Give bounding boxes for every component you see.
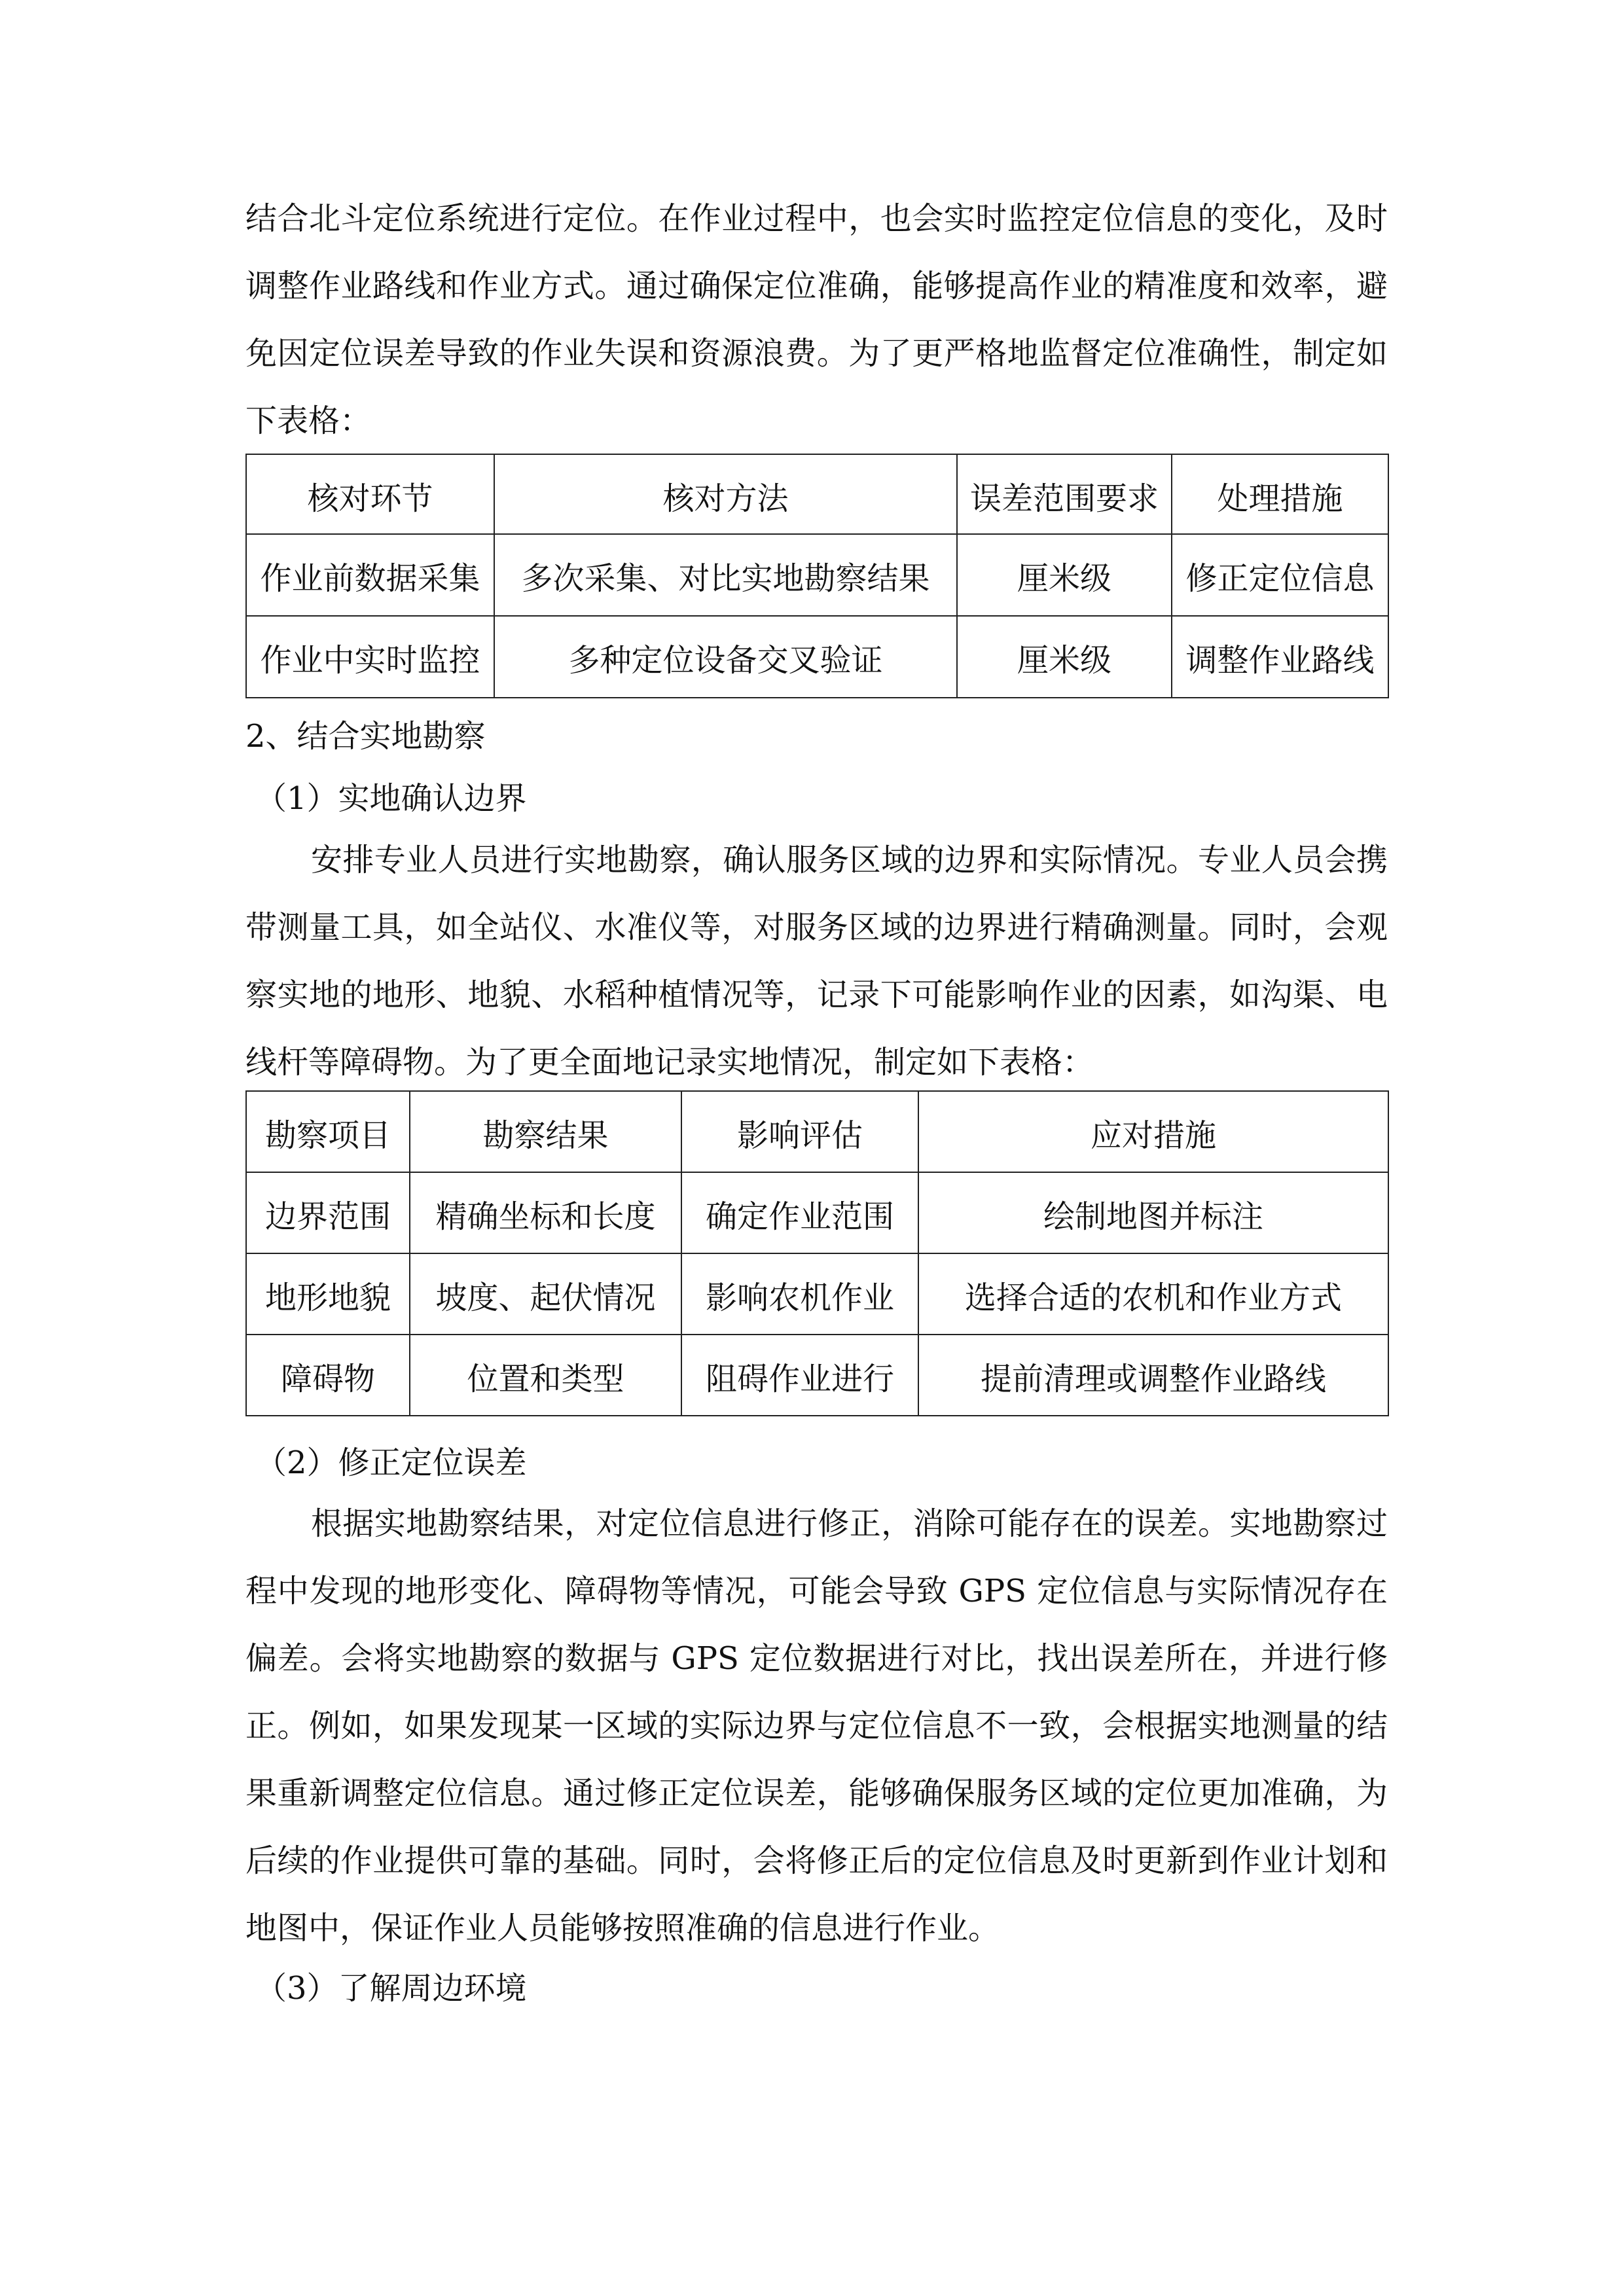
table-header-cell: 勘察项目 [246,1091,410,1172]
subsection-2-paragraph: 根据实地勘察结果，对定位信息进行修正，消除可能存在的误差。实地勘察过程中发现的地形变化、障碍物等情况，可能会导致 GPS 定位信息与实际情况存在偏差。会将实地勘察的数据与 GPS 定位数据进行对比，找出误差所在，并进行修正。例如，如果发现某一区域的实际边界与定位信息不一致，会根据实地测量的结果重新调整定位信息。通过修正定位误差，能够确保服务区域的定位更加准确，为后续的作业提供可靠的基础。同时，会将修正后的定位信息及时更新到作业计划和地图中，保证作业人员能够按照准确的信息进行作业。 [245,1505,1388,1946]
table-header-cell: 核对方法 [494,454,957,534]
table-cell: 障碍物 [246,1335,410,1416]
table-header-cell: 误差范围要求 [957,454,1172,534]
table-cell: 绘制地图并标注 [918,1172,1388,1253]
section-heading-2: 2、结合实地勘察 [245,718,486,755]
table-cell: 影响农机作业 [681,1253,918,1335]
table-row [246,534,1388,616]
table-cell: 确定作业范围 [681,1172,918,1253]
table-cell: 地形地貌 [246,1253,410,1335]
table-header-row [246,454,1388,534]
table-cell: 多种定位设备交叉验证 [494,616,957,698]
table-cell: 作业中实时监控 [246,616,494,698]
positioning-check-table [245,454,1389,698]
table-cell: 多次采集、对比实地勘察结果 [494,534,957,616]
intro-paragraph: 结合北斗定位系统进行定位。在作业过程中，也会实时监控定位信息的变化，及时调整作业路线和作业方式。通过确保定位准确，能够提高作业的精准度和效率，避免因定位误差导致的作业失误和资源浪费。为了更严格地监督定位准确性，制定如下表格： [245,200,1388,439]
subsection-heading-3: （3）了解周边环境 [255,1970,527,2007]
table-row [246,616,1388,698]
subsection-1-paragraph: 安排专业人员进行实地勘察，确认服务区域的边界和实际情况。专业人员会携带测量工具，如全站仪、水准仪等，对服务区域的边界进行精确测量。同时，会观察实地的地形、地貌、水稻种植情况等，记录下可能影响作业的因素，如沟渠、电线杆等障碍物。为了更全面地记录实地情况，制定如下表格： [245,842,1388,1081]
subsection-heading-1: （1）实地确认边界 [255,780,527,817]
table-header-cell: 核对环节 [246,454,494,534]
table-row [246,1172,1388,1253]
table-header-row [246,1091,1388,1172]
table-cell: 边界范围 [246,1172,410,1253]
field-survey-table [245,1090,1389,1416]
table-row [246,1335,1388,1416]
table-cell: 位置和类型 [410,1335,681,1416]
table-cell: 作业前数据采集 [246,534,494,616]
table-cell: 选择合适的农机和作业方式 [918,1253,1388,1335]
table-row [246,1253,1388,1335]
table-header-cell: 应对措施 [918,1091,1388,1172]
table-header-cell: 勘察结果 [410,1091,681,1172]
table-header-cell: 影响评估 [681,1091,918,1172]
table-cell: 修正定位信息 [1172,534,1388,616]
table-cell: 阻碍作业进行 [681,1335,918,1416]
table-header-cell: 处理措施 [1172,454,1388,534]
table-cell: 厘米级 [957,534,1172,616]
subsection-heading-2: （2）修正定位误差 [255,1444,527,1481]
table-cell: 厘米级 [957,616,1172,698]
table-cell: 调整作业路线 [1172,616,1388,698]
table-cell: 提前清理或调整作业路线 [918,1335,1388,1416]
table-cell: 精确坐标和长度 [410,1172,681,1253]
table-cell: 坡度、起伏情况 [410,1253,681,1335]
